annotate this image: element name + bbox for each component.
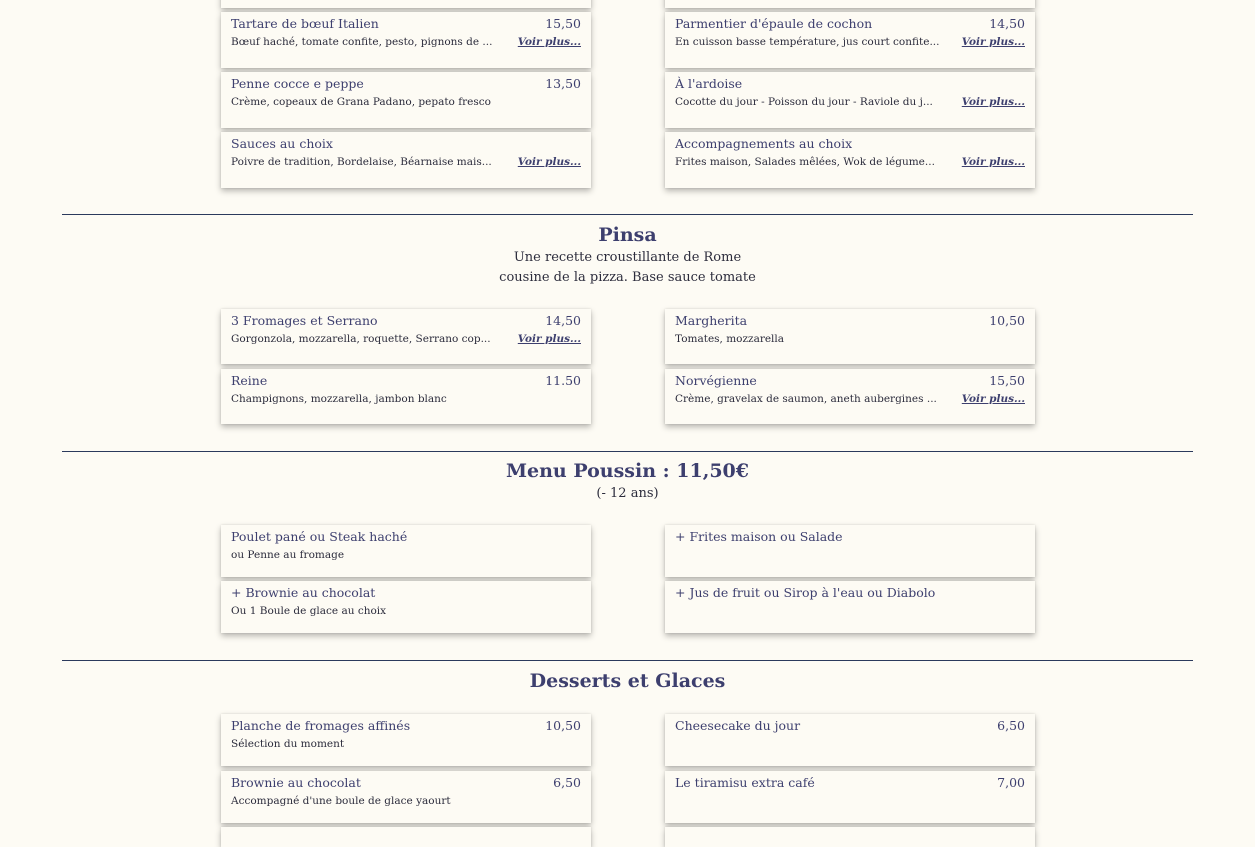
menu-item-card [221, 714, 591, 766]
menu-item-card [221, 369, 591, 424]
item-description: Cocotte du jour - Poisson du jour - Raviole du j... [675, 96, 933, 108]
section-subtitle: (- 12 ans) [596, 486, 659, 501]
see-more-link[interactable]: Voir plus... [517, 36, 581, 48]
see-more-link[interactable]: Voir plus... [517, 333, 581, 345]
item-description: En cuisson basse température, jus court confite... [675, 36, 940, 48]
menu-card-partial [221, 0, 591, 8]
menu-item-card [665, 771, 1035, 823]
see-more-link[interactable]: Voir plus... [961, 36, 1025, 48]
item-name: Parmentier d'épaule de cochon [675, 16, 873, 31]
menu-item-card [221, 771, 591, 823]
section-subtitle: cousine de la pizza. Base sauce tomate [499, 270, 756, 285]
item-name: 3 Fromages et Serrano [231, 313, 378, 328]
item-name: + Brownie au chocolat [231, 585, 376, 600]
item-price: 13,50 [545, 76, 581, 91]
see-more-link[interactable]: Voir plus... [961, 393, 1025, 405]
menu-item-card [665, 12, 1035, 68]
item-price: 10,50 [989, 313, 1025, 328]
section-title-pinsa: Pinsa [598, 224, 657, 246]
see-more-link[interactable]: Voir plus... [961, 156, 1025, 168]
menu-item-card [665, 369, 1035, 424]
menu-item-card [221, 72, 591, 128]
section-divider [62, 214, 1193, 215]
item-name: Planche de fromages affinés [231, 718, 411, 733]
item-name: Poulet pané ou Steak haché [231, 529, 408, 544]
item-price: 14,50 [989, 16, 1025, 31]
item-name: + Jus de fruit ou Sirop à l'eau ou Diabolo [675, 585, 936, 600]
item-price: 11.50 [545, 373, 581, 388]
item-name: Norvégienne [675, 373, 757, 388]
item-price: 10,50 [545, 718, 581, 733]
menu-card-partial [665, 827, 1035, 847]
see-more-link[interactable]: Voir plus... [517, 156, 581, 168]
item-description: ou Penne au fromage [231, 549, 345, 561]
menu-item-card [221, 525, 591, 577]
menu-item-card [665, 309, 1035, 364]
item-name: Sauces au choix [231, 136, 333, 151]
item-price: 7,00 [997, 775, 1025, 790]
item-name: Cheesecake du jour [675, 718, 801, 733]
item-price: 6,50 [997, 718, 1025, 733]
menu-item-card [665, 72, 1035, 128]
item-name: Reine [231, 373, 268, 388]
item-name: Accompagnements au choix [675, 136, 853, 151]
section-divider [62, 660, 1193, 661]
item-description: Poivre de tradition, Bordelaise, Béarnaise mais... [231, 156, 492, 168]
menu-item-card [221, 309, 591, 364]
item-price: 6,50 [553, 775, 581, 790]
menu-item-card [665, 132, 1035, 188]
item-name: Brownie au chocolat [231, 775, 361, 790]
item-name: Penne cocce e peppe [231, 76, 364, 91]
item-name: Tartare de bœuf Italien [231, 16, 379, 31]
menu-item-card [221, 132, 591, 188]
item-description: Sélection du moment [231, 738, 345, 750]
item-price: 15,50 [545, 16, 581, 31]
item-description: Crème, copeaux de Grana Padano, pepato fresco [231, 96, 491, 108]
item-description: Tomates, mozzarella [675, 333, 785, 345]
menu-item-card [665, 714, 1035, 766]
menu-item-card [221, 581, 591, 633]
item-description: Frites maison, Salades mêlées, Wok de légume... [675, 156, 935, 168]
section-title-poussin: Menu Poussin : 11,50€ [505, 460, 749, 482]
item-description: Gorgonzola, mozzarella, roquette, Serrano cop... [231, 333, 491, 345]
item-description: Crème, gravelax de saumon, aneth aubergines ... [675, 393, 937, 405]
menu-item-card [665, 525, 1035, 577]
item-description: Ou 1 Boule de glace au choix [231, 605, 387, 617]
item-name: Margherita [675, 313, 748, 328]
section-title-desserts: Desserts et Glaces [529, 670, 726, 692]
section-subtitle: Une recette croustillante de Rome [513, 250, 742, 265]
item-name: + Frites maison ou Salade [675, 529, 843, 544]
item-name: Le tiramisu extra café [675, 775, 815, 790]
menu-card-partial [665, 0, 1035, 8]
menu-card-partial [221, 827, 591, 847]
item-description: Champignons, mozzarella, jambon blanc [231, 393, 447, 405]
menu-item-card [221, 12, 591, 68]
item-price: 14,50 [545, 313, 581, 328]
section-divider [62, 451, 1193, 452]
item-description: Bœuf haché, tomate confite, pesto, pignons de ... [231, 36, 493, 48]
item-name: À l'ardoise [675, 76, 743, 91]
see-more-link[interactable]: Voir plus... [961, 96, 1025, 108]
item-description: Accompagné d'une boule de glace yaourt [231, 795, 451, 807]
item-price: 15,50 [989, 373, 1025, 388]
menu-item-card [665, 581, 1035, 633]
